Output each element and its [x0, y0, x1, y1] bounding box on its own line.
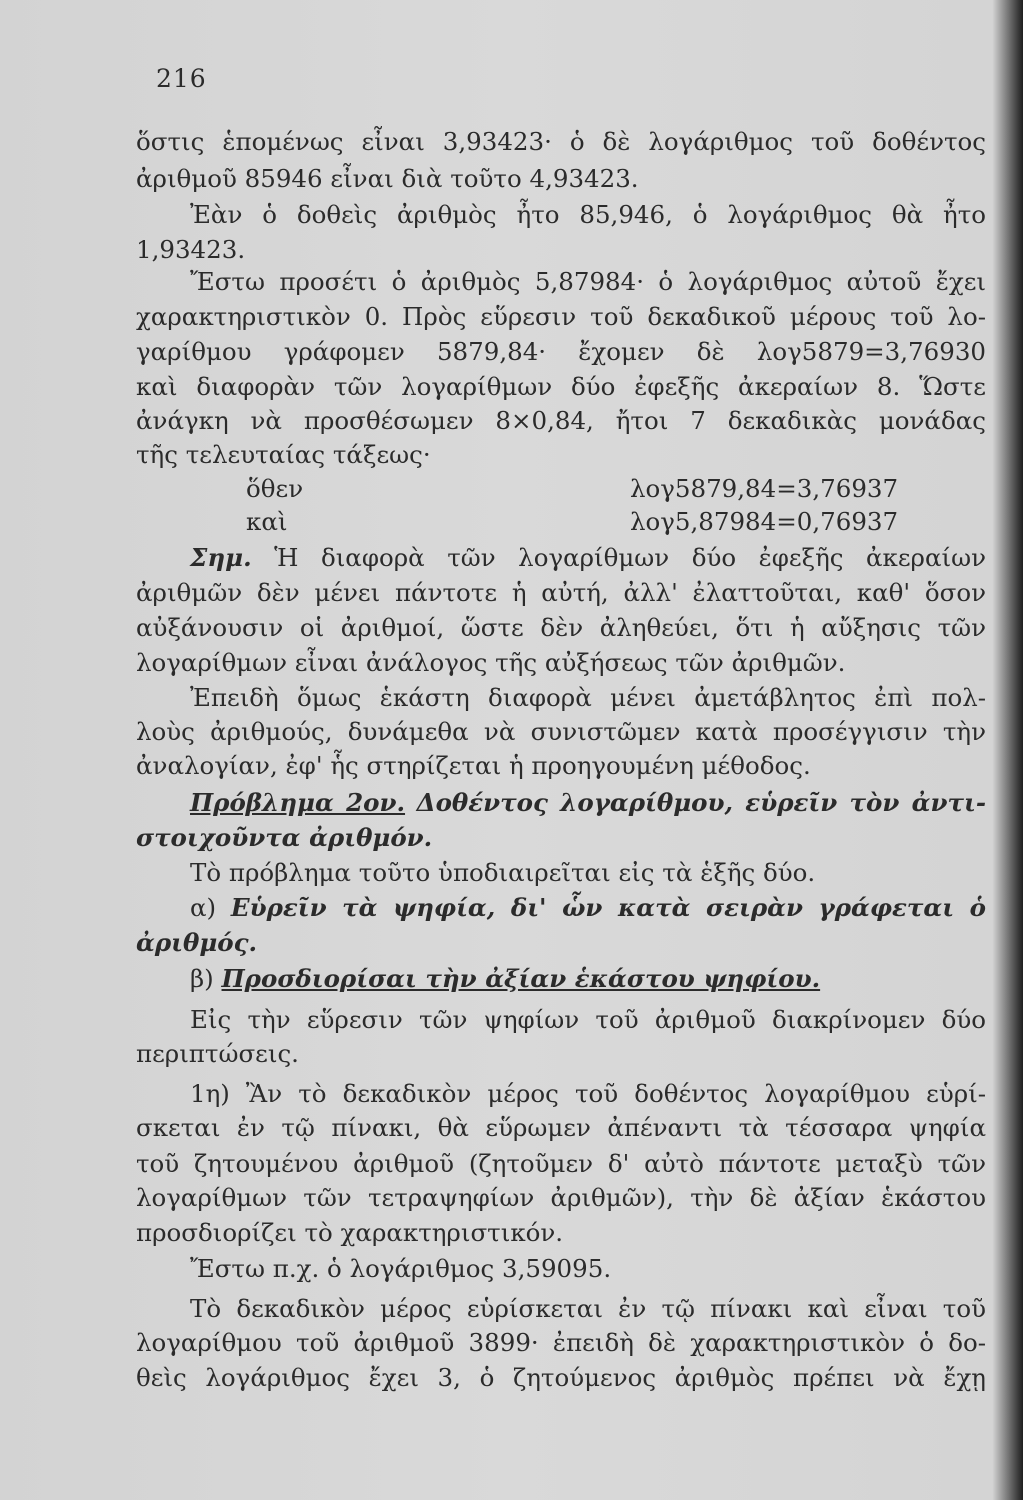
problem-label: Πρόβλημα 2ον. [190, 788, 406, 817]
note-line [190, 543, 986, 573]
text-line: σκεται ἐν τῷ πίνακι, θὰ εὕρωμεν ἀπέναντι τὰ τέσσαρα ψηφία [136, 1113, 986, 1142]
text-line: Ἔστω π.χ. ὁ λογάριθμος 3,59095. [190, 1254, 612, 1283]
note-text: Ἡ διαφορὰ τῶν λογαρίθμων δύο ἐφεξῆς ἀκεραίων [274, 543, 986, 572]
formula-line [246, 507, 1023, 537]
text-line: ἀριθμοῦ 85946 εἶναι διὰ τοῦτο 4,93423. [136, 164, 639, 193]
item-label: β) [190, 964, 214, 993]
text-line: ἀνάγκη νὰ προσθέσωμεν 8×0,84, ἤτοι 7 δεκαδικὰς μονάδας [136, 406, 986, 435]
text-line: περιπτώσεις. [136, 1039, 299, 1068]
text-line: Ἔστω προσέτι ὁ ἀριθμὸς 5,87984· ὁ λογάριθμος αὐτοῦ ἔχει [190, 267, 986, 296]
text-line: λογαρίθμων τῶν τετραψηφίων ἀριθμῶν), τὴν δὲ ἀξίαν ἑκάστου [136, 1183, 986, 1212]
text-line: αὐξάνουσιν οἱ ἀριθμοί, ὥστε δὲν ἀληθεύει, ὅτι ἡ αὔξησις τῶν [136, 613, 986, 642]
item-a-cont [136, 928, 986, 958]
text-line: λοὺς ἀριθμούς, δυνάμεθα νὰ συνιστῶμεν κατὰ προσέγγισιν τὴν [136, 717, 986, 746]
text-line: ἀναλογίαν, ἐφ' ἧς στηρίζεται ἡ προηγουμένη μέθοδος. [136, 751, 811, 780]
formula-label: ὅθεν [246, 474, 304, 503]
item-text: Προσδιορίσαι τὴν ἀξίαν ἑκάστου ψηφίου. [221, 964, 821, 993]
item-text: ἀριθμός. [136, 928, 258, 957]
item-b [190, 964, 986, 994]
text-line: 1η) Ἂν τὸ δεκαδικὸν μέρος τοῦ δοθέντος λογαρίθμου εὑρί- [190, 1079, 986, 1108]
formula-label: καὶ [246, 507, 288, 536]
text-line: θεὶς λογάριθμος ἔχει 3, ὁ ζητούμενος ἀριθμὸς πρέπει νὰ ἔχῃ [136, 1363, 986, 1392]
item-text: Εὑρεῖν τὰ ψηφία, δι' ὧν κατὰ σειρὰν γράφεται ὁ [230, 893, 986, 922]
text-line: γαρίθμου γράφομεν 5879,84· ἔχομεν δὲ λογ5879=3,76930 [136, 337, 986, 366]
formula-expression: λογ5879,84=3,76937 [630, 474, 899, 503]
text-line: τῆς τελευταίας τάξεως· [136, 440, 431, 469]
text-line: Τὸ πρόβλημα τοῦτο ὑποδιαιρεῖται εἰς τὰ ἑξῆς δύο. [190, 858, 816, 887]
text-line: καὶ διαφορὰν τῶν λογαρίθμων δύο ἐφεξῆς ἀκεραίων 8. Ὥστε [136, 372, 986, 401]
problem-title: στοιχοῦντα ἀριθμόν. [136, 823, 433, 852]
text-line: ἀριθμῶν δὲν μένει πάντοτε ἡ αὐτή, ἀλλ' ἐλαττοῦται, καθ' ὅσον [136, 578, 986, 607]
note-label: Σημ. [190, 543, 252, 572]
text-line: ὅστις ἑπομένως εἶναι 3,93423· ὁ δὲ λογάριθμος τοῦ δοθέντος [136, 127, 986, 156]
text-line: λογαρίθμου τοῦ ἀριθμοῦ 3899· ἐπειδὴ δὲ χαρακτηριστικὸν ὁ δο- [136, 1328, 986, 1357]
text-line: Ἐὰν ὁ δοθεὶς ἀριθμὸς ἦτο 85,946, ὁ λογάριθμος θὰ ἦτο [190, 200, 986, 229]
text-line: 1,93423. [136, 235, 246, 264]
text-line: χαρακτηριστικὸν 0. Πρὸς εὕρεσιν τοῦ δεκαδικοῦ μέρους τοῦ λο- [136, 302, 986, 331]
page-number: 216 [156, 64, 207, 93]
problem-heading-cont [136, 823, 986, 853]
problem-heading [190, 788, 986, 818]
text-line: λογαρίθμων εἶναι ἀνάλογος τῆς αὐξήσεως τῶν ἀριθμῶν. [136, 648, 846, 677]
item-label: α) [190, 893, 217, 922]
item-a [190, 893, 986, 923]
text-line: Τὸ δεκαδικὸν μέρος εὑρίσκεται ἐν τῷ πίνακι καὶ εἶναι τοῦ [190, 1294, 986, 1323]
problem-title: Δοθέντος λογαρίθμου, εὑρεῖν τὸν ἀντι- [416, 788, 986, 817]
text-line: Εἰς τὴν εὕρεσιν τῶν ψηφίων τοῦ ἀριθμοῦ διακρίνομεν δύο [190, 1005, 986, 1034]
text-line: προσδιορίζει τὸ χαρακτηριστικόν. [136, 1218, 564, 1247]
text-line: τοῦ ζητουμένου ἀριθμοῦ (ζητοῦμεν δ' αὐτὸ πάντοτε μεταξὺ τῶν [136, 1149, 986, 1178]
text-line: Ἐπειδὴ ὅμως ἑκάστη διαφορὰ μένει ἀμετάβλητος ἐπὶ πολ- [190, 683, 986, 712]
formula-line [246, 474, 1023, 504]
formula-expression: λογ5,87984=0,76937 [630, 507, 899, 536]
